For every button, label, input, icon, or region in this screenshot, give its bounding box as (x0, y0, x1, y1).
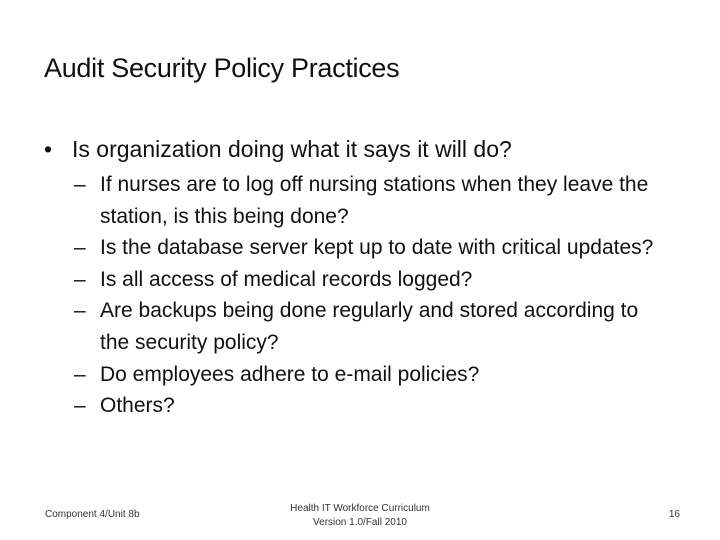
sub-bullet-item (74, 295, 684, 358)
footer-curriculum-line1: Health IT Workforce Curriculum (290, 503, 430, 514)
dash-marker: – (74, 173, 86, 196)
dash-marker: – (74, 267, 86, 291)
sub-bullet-text: Is all access of medical records logged? (100, 267, 473, 291)
slide-content (44, 133, 684, 422)
sub-bullet-item (74, 390, 684, 422)
sub-bullet-list (74, 169, 684, 422)
sub-bullet-text: Is the database server kept up to date with critical updates? (100, 236, 654, 260)
sub-bullet-item (74, 264, 684, 296)
sub-bullet-text: Others? (100, 394, 175, 418)
slide-title: Audit Security Policy Practices (44, 53, 400, 83)
sub-bullet-text: Are backups being done regularly and stored according to the security policy? (100, 299, 639, 354)
dash-marker: – (74, 362, 86, 386)
sub-bullet-item (74, 169, 684, 232)
footer-curriculum-line2: Version 1.0/Fall 2010 (313, 517, 407, 528)
dash-marker: – (74, 394, 86, 418)
sub-bullet-text: If nurses are to log off nursing stations when they leave the station, is this being done? (100, 173, 649, 228)
main-bullet (44, 133, 684, 165)
dash-marker: – (74, 236, 86, 260)
dash-marker: – (74, 299, 86, 323)
footer-curriculum (260, 502, 460, 530)
bullet-marker: • (44, 136, 53, 162)
sub-bullet-text: Do employees adhere to e-mail policies? (100, 362, 480, 386)
page-number: 16 (668, 509, 680, 520)
sub-bullet-item (74, 232, 684, 264)
main-bullet-text: Is organization doing what it says it will do? (72, 136, 512, 162)
footer-component: Component 4/Unit 8b (45, 509, 140, 520)
sub-bullet-item (74, 359, 684, 391)
